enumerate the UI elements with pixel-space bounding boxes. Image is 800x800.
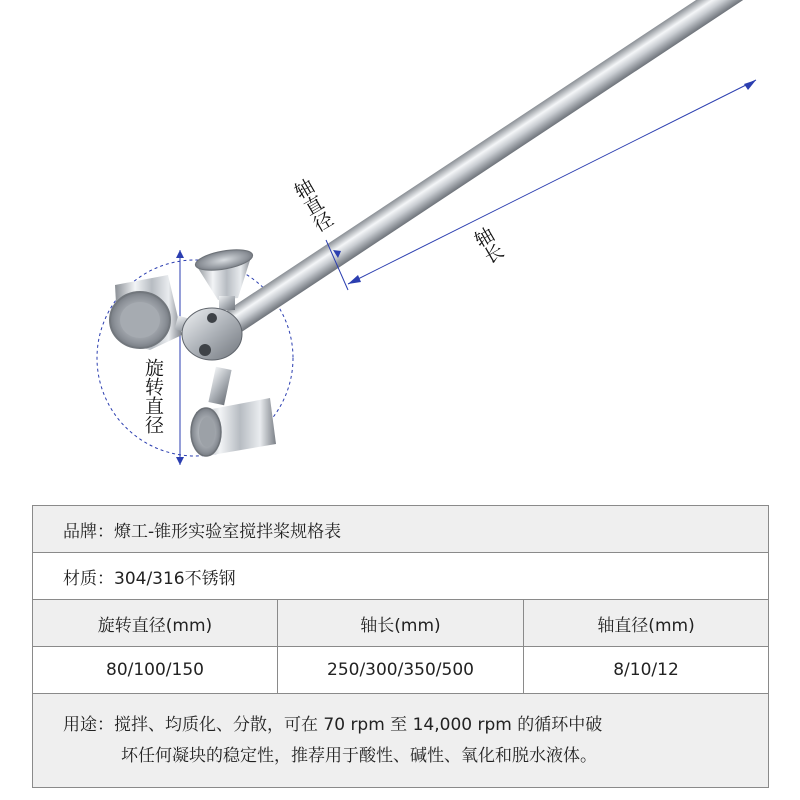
spec-table — [32, 505, 769, 788]
shaft-diameter-label: 轴直径 — [288, 175, 337, 236]
shaft-length-label: 轴长 — [468, 223, 507, 268]
usage-cell — [33, 694, 769, 788]
header-row — [33, 600, 769, 647]
values-row — [33, 647, 769, 694]
header-shaft-length: 轴长(mm) — [278, 600, 524, 647]
rotation-diameter-label: 旋转直径 — [142, 358, 164, 434]
header-rotation-diameter: 旋转直径(mm) — [33, 600, 278, 647]
usage-row — [33, 694, 769, 788]
value-rotation-diameter: 80/100/150 — [33, 647, 278, 694]
material-cell: 材质：304/316不锈钢 — [33, 553, 769, 600]
usage-line-1: 用途：搅拌、均质化、分散，可在 70 rpm 至 14,000 rpm 的循环中破 — [63, 714, 603, 735]
usage-line-2: 坏任何凝块的稳定性，推荐用于酸性、碱性、氧化和脱水液体。 — [121, 745, 597, 766]
material-row — [33, 553, 769, 600]
header-shaft-diameter: 轴直径(mm) — [524, 600, 769, 647]
bottom-cone — [191, 367, 276, 456]
shaft-rod — [208, 0, 751, 345]
shaft-length-arrow-start — [348, 275, 361, 284]
brand-row — [33, 506, 769, 553]
rotation-arrow-top — [176, 250, 184, 258]
rotation-arrow-bottom — [176, 457, 184, 465]
brand-cell: 品牌：燎工-锥形实验室搅拌桨规格表 — [33, 506, 769, 553]
value-shaft-length: 250/300/350/500 — [278, 647, 524, 694]
value-shaft-diameter: 8/10/12 — [524, 647, 769, 694]
shaft-length-arrow-end — [744, 80, 756, 90]
center-hub — [182, 308, 242, 360]
